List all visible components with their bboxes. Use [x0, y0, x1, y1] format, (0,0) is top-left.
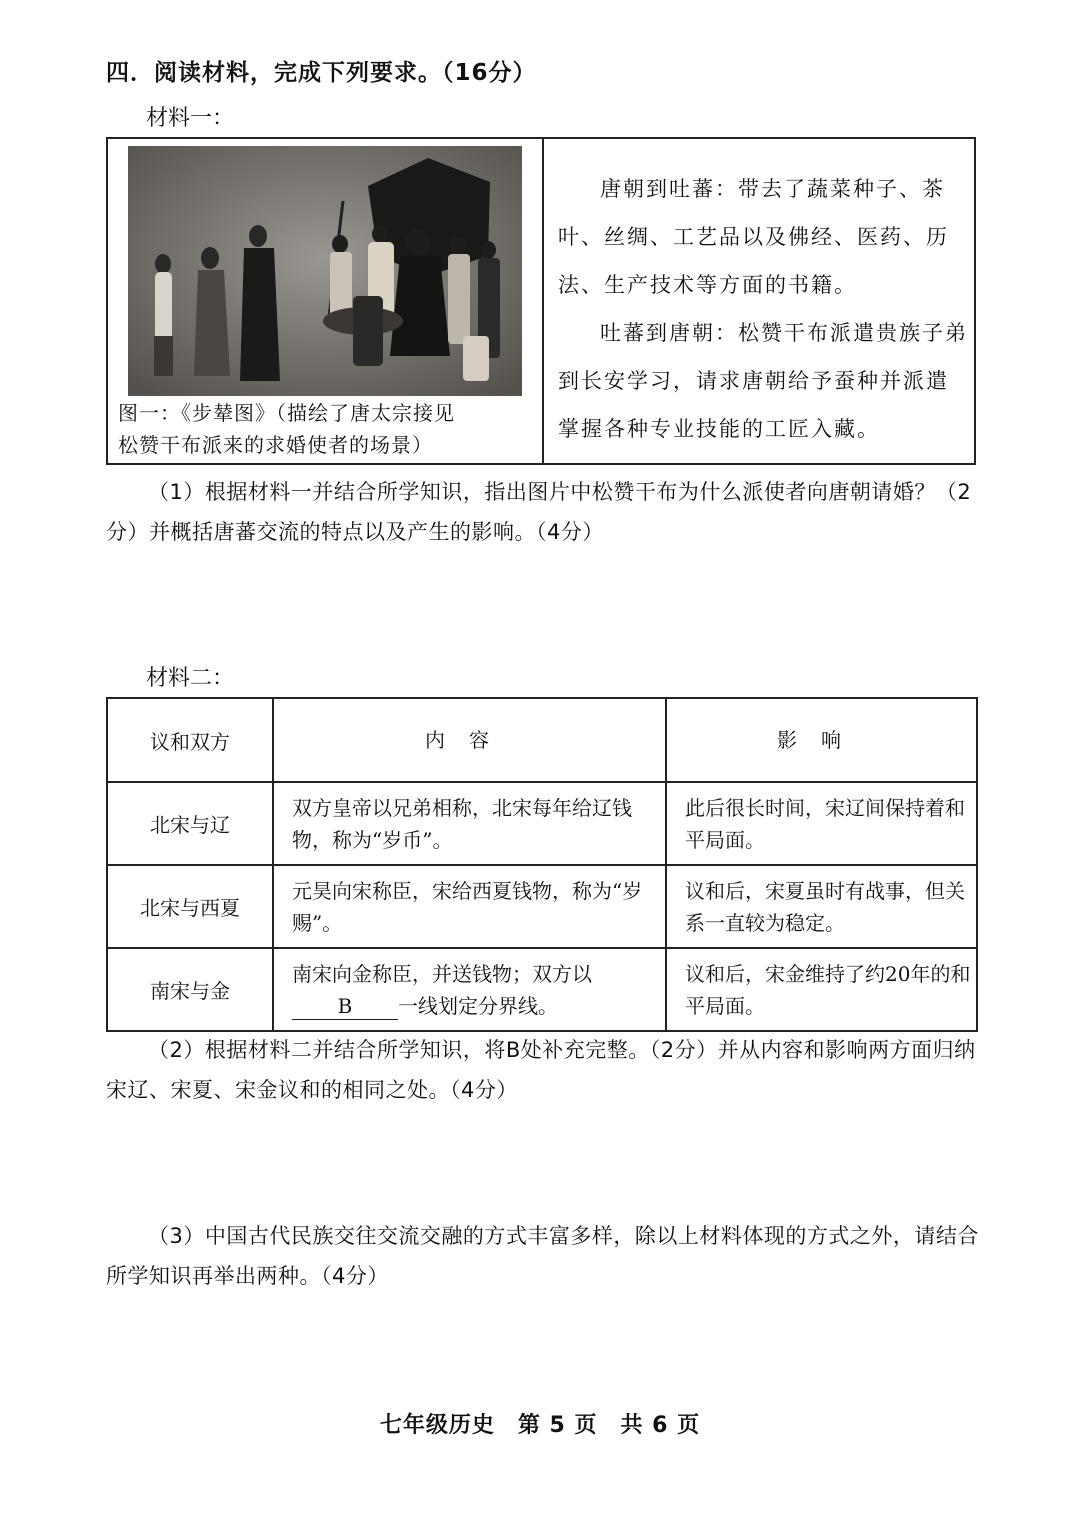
blank-b: B	[292, 993, 398, 1020]
caption-line-1: 图一：《步辇图》（描绘了唐太宗接见	[118, 401, 455, 425]
row-impact: 议和后，宋夏虽时有战事，但关系一直较为稳定。	[666, 865, 977, 948]
caption-line-2: 松赞干布派来的求婚使者的场景）	[118, 433, 433, 457]
table-row	[107, 865, 977, 948]
row-content: 元昊向宋称臣，宋给西夏钱物，称为“岁赐”。	[273, 865, 666, 948]
box-divider	[542, 139, 544, 463]
table-row	[107, 782, 977, 865]
material1-box	[106, 137, 976, 465]
painting-image	[128, 146, 522, 396]
tubo-to-tang-paragraph: 吐蕃到唐朝：松赞干布派遣贵族子弟到长安学习，请求唐朝给予蚕种并派遣掌握各种专业技能的工匠入藏。	[558, 321, 968, 441]
material1-label: 材料一：	[146, 106, 235, 131]
question-3: （3）中国古代民族交往交流交融的方式丰富多样，除以上材料体现的方式之外，请结合所学知识再举出两种。（4分）	[106, 1224, 979, 1288]
painting-figures	[128, 146, 522, 396]
row-parties: 北宋与西夏	[107, 865, 273, 948]
header-content: 内容	[273, 698, 666, 782]
row-impact: 议和后，宋金维持了约20年的和平局面。	[666, 948, 977, 1031]
row-parties: 南宋与金	[107, 948, 273, 1031]
material2-label: 材料二：	[146, 666, 235, 691]
table-header-row	[107, 698, 977, 782]
tang-to-tubo-paragraph: 唐朝到吐蕃：带去了蔬菜种子、茶叶、丝绸、工艺品以及佛经、医药、历法、生产技术等方面的书籍。	[558, 177, 949, 297]
material1-text	[558, 165, 968, 453]
table-row	[107, 948, 977, 1031]
content-post: 一线划定分界线。	[398, 993, 558, 1018]
row-content: 双方皇帝以兄弟相称，北宋每年给辽钱物，称为“岁币”。	[273, 782, 666, 865]
question-1: （1）根据材料一并结合所学知识，指出图片中松赞干布为什么派使者向唐朝请婚？（2分）并概括唐蕃交流的特点以及产生的影响。（4分）	[106, 480, 972, 544]
header-impact: 影响	[666, 698, 977, 782]
row-parties: 北宋与辽	[107, 782, 273, 865]
content-pre: 南宋向金称臣，并送钱物；双方以	[292, 961, 592, 986]
painting-caption	[118, 397, 538, 461]
section-title: 四．阅读材料，完成下列要求。（16分）	[106, 60, 537, 86]
treaty-table	[106, 697, 978, 1032]
row-impact: 此后很长时间，宋辽间保持着和平局面。	[666, 782, 977, 865]
page-footer: 七年级历史 第 5 页 共 6 页	[379, 1413, 701, 1438]
header-parties: 议和双方	[107, 698, 273, 782]
question-2: （2）根据材料二并结合所学知识，将B处补充完整。（2分）并从内容和影响两方面归纳宋辽、宋夏、宋金议和的相同之处。（4分）	[106, 1038, 976, 1102]
row-content	[273, 948, 666, 1031]
